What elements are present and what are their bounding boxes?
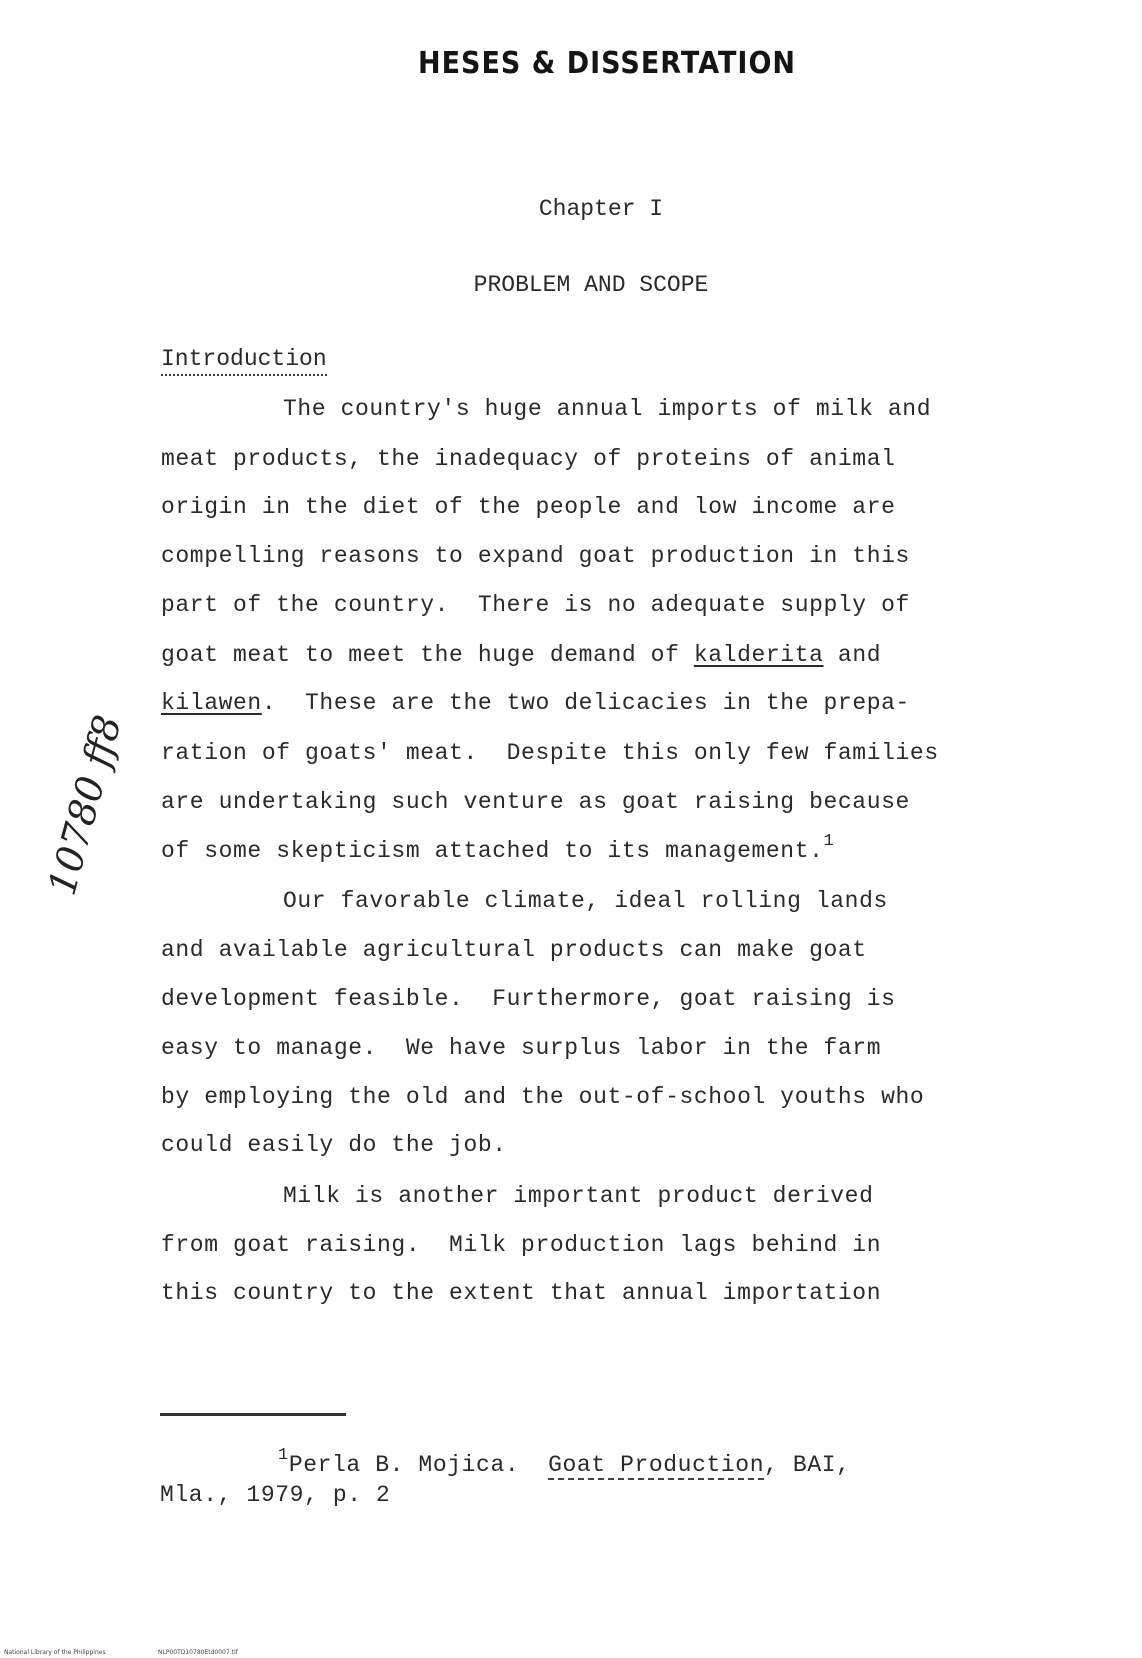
text-line: meat products, the inadequacy of proteins of animal — [161, 446, 896, 472]
footnote-title: Goat Production — [548, 1452, 765, 1478]
text-span: and — [823, 642, 882, 668]
text-line: The country's huge annual imports of milk and — [283, 396, 932, 422]
text-line: easy to manage. We have surplus labor in the farm — [161, 1035, 882, 1061]
text-line: origin in the diet of the people and low income are — [161, 494, 896, 520]
text-line — [161, 832, 835, 864]
footnote-marker: 1 — [278, 1446, 289, 1465]
footer-file-id: NLP00TD10780Etd0007.tif — [158, 1649, 238, 1656]
text-line — [161, 642, 881, 668]
text-span: of some skepticism attached to its management. — [161, 838, 824, 864]
text-line: Milk is another important product derived — [283, 1183, 874, 1209]
footnote-publisher: , BAI, — [764, 1452, 851, 1478]
footnote — [278, 1446, 851, 1478]
text-line: from goat raising. Milk production lags behind in — [161, 1232, 882, 1258]
archive-stamp: HESES & DISSERTATION — [418, 46, 797, 81]
text-line: this country to the extent that annual importation — [161, 1280, 882, 1306]
text-line: Our favorable climate, ideal rolling lands — [283, 888, 888, 914]
section-title: Introduction — [161, 346, 327, 376]
text-line: development feasible. Furthermore, goat raising is — [161, 986, 896, 1012]
text-span: goat meat to meet the huge demand of — [161, 642, 694, 668]
text-line: by employing the old and the out-of-school youths who — [161, 1084, 925, 1110]
text-span: . These are the two delicacies in the prepa- — [261, 690, 910, 716]
footnote-divider — [160, 1413, 346, 1416]
footer-library-label: National Library of the Philippines — [4, 1649, 106, 1656]
handwritten-margin-note: 10780 ff8 — [39, 710, 130, 900]
footnote-line-2: Mla., 1979, p. 2 — [160, 1482, 391, 1508]
text-line — [161, 690, 910, 716]
footnote-author: Perla B. Mojica. — [288, 1452, 549, 1478]
chapter-heading: PROBLEM AND SCOPE — [473, 272, 709, 298]
text-line: compelling reasons to expand goat production in this — [161, 543, 910, 569]
underlined-term: kilawen — [161, 690, 262, 716]
text-line: could easily do the job. — [161, 1132, 507, 1158]
text-line: and available agricultural products can make goat — [161, 937, 867, 963]
chapter-title: Chapter I — [538, 196, 664, 222]
text-line: part of the country. There is no adequate supply of — [161, 592, 910, 618]
footnote-reference: 1 — [823, 832, 835, 851]
text-line: ration of goats' meat. Despite this only few families — [161, 740, 939, 766]
underlined-term: kalderita — [693, 642, 824, 668]
text-line: are undertaking such venture as goat raising because — [161, 789, 910, 815]
